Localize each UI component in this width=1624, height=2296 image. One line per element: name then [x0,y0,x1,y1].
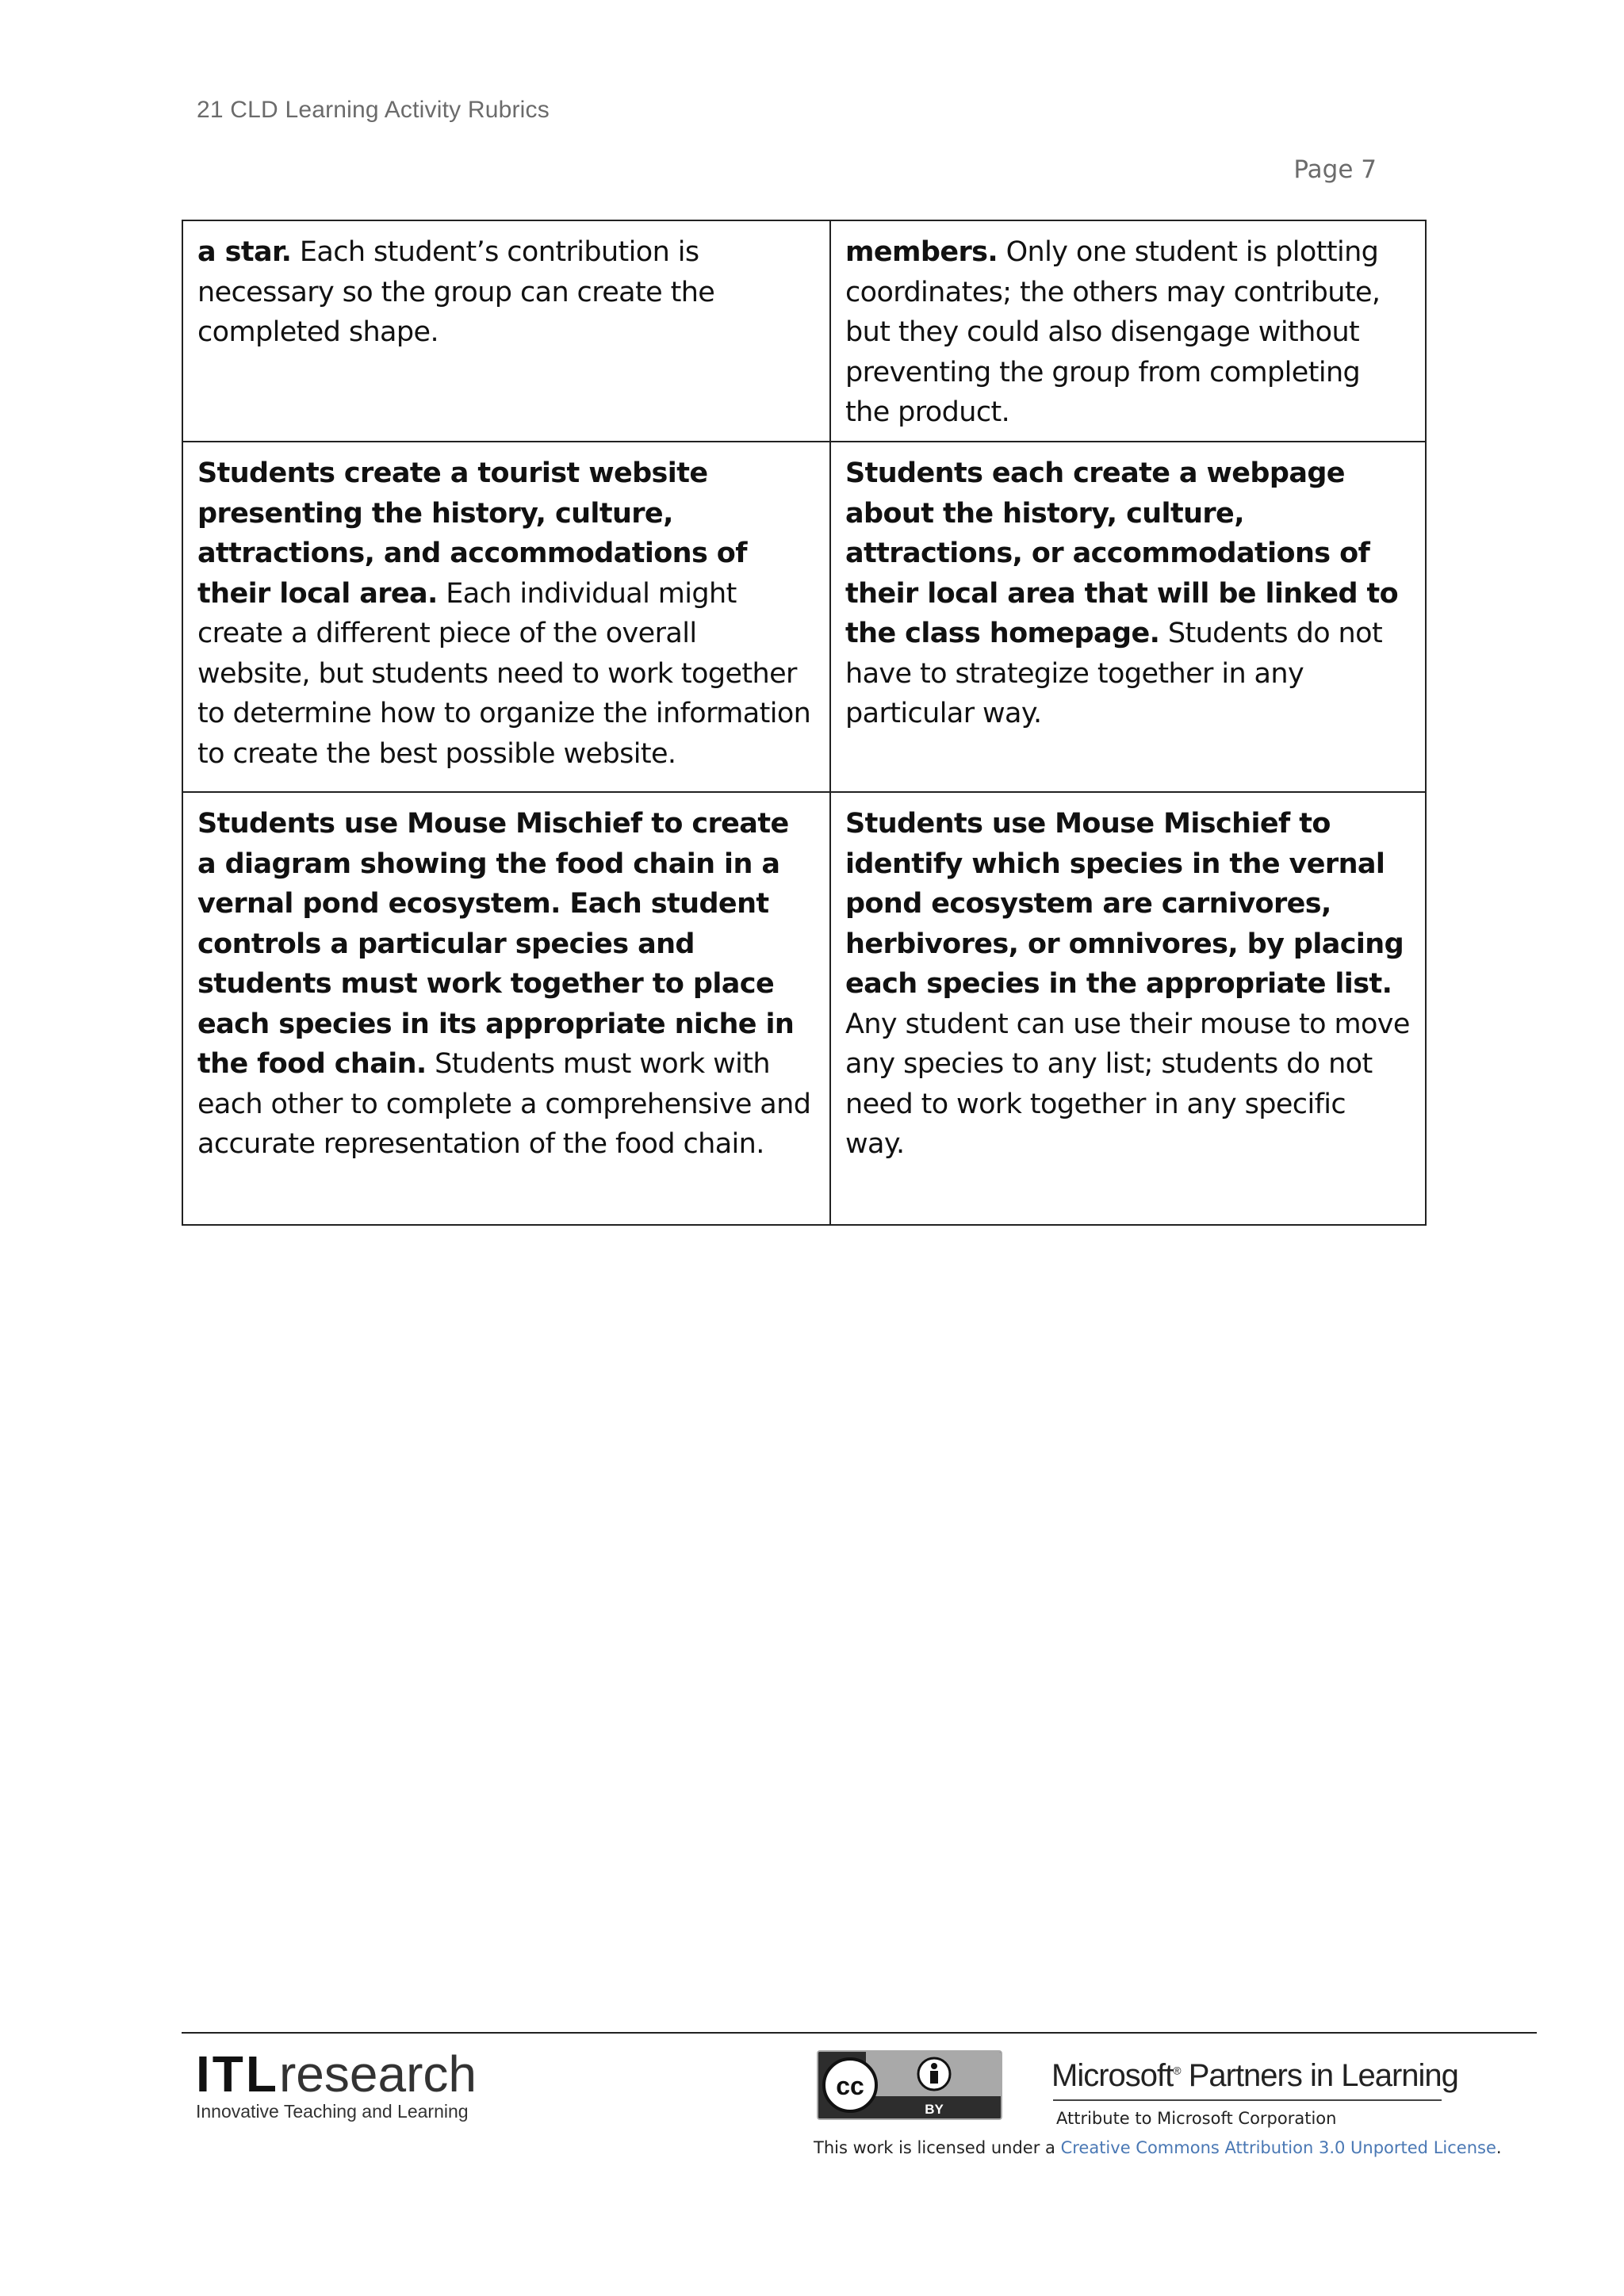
table-row [182,220,1426,442]
cc-symbol: cc [836,2072,864,2100]
footer-divider [182,2032,1537,2034]
cc-badge-graphic [818,2052,1001,2118]
attribution-text: Attribute to Microsoft Corporation [1056,2109,1337,2128]
license-notice [814,2138,1502,2157]
creative-commons-by-icon[interactable] [817,2050,1002,2120]
cell-text: Students do not have to strategize together in any particular way. [845,618,1383,729]
itl-research-logo [196,2045,481,2122]
table-cell [830,220,1426,442]
table-cell [830,792,1426,1225]
itl-wordmark [196,2045,481,2103]
cell-bold-text: Students each create a webpage about the history, culture, attractions, or accommodations of their local area that will be linked to the class homepage. [845,457,1399,649]
page-number: Page 7 [1293,155,1377,184]
ms-logo-text: Microsoft [1051,2058,1174,2093]
license-prefix: This work is licensed under a [814,2138,1061,2157]
by-person-head [931,2063,937,2069]
itl-wordmark-light: research [278,2045,477,2103]
cell-bold-text: Students use Mouse Mischief to create a diagram showing the food chain in a vernal pond ecosystem. Each student controls a particular species and students must work together to place each species in its appropriate niche in the food chain. [197,808,795,1080]
license-suffix: . [1496,2138,1502,2157]
itl-tagline: Innovative Teaching and Learning [196,2101,469,2122]
cell-text: Each individual might create a different piece of the overall website, but students need to work together to determine how to organize the information to create the best possible website. [197,577,811,770]
cell-bold-text: a star. [197,236,292,268]
table-cell [182,442,830,792]
ms-logo-text2: Partners in Learning [1180,2058,1458,2093]
table-row [182,442,1426,792]
table-cell [830,442,1426,792]
ms-logo-underline [1053,2099,1442,2101]
license-link[interactable]: Creative Commons Attribution 3.0 Unported License [1060,2138,1496,2157]
ms-logo-mark: ® [1173,2064,1181,2077]
table-row [182,792,1426,1225]
cell-bold-text: Students use Mouse Mischief to identify which species in the vernal pond ecosystem are carnivores, herbivores, or omnivores, by placing each species in the appropriate list. [845,808,1404,1000]
by-person-body [930,2071,938,2084]
rubric-table [182,220,1427,1226]
cell-bold-text: members. [845,236,998,268]
cell-bold-text: Students create a tourist website presenting the history, culture, attractions, and accommodations of their local area. [197,457,747,610]
microsoft-partners-in-learning-logo [1051,2058,1458,2094]
itl-wordmark-strong: ITL [196,2045,279,2103]
cell-text: Students must work with each other to complete a comprehensive and accurate representation of the food chain. [197,1048,811,1160]
cell-text: Each student’s contribution is necessary so the group can create the completed shape. [197,236,715,348]
document-title: 21 CLD Learning Activity Rubrics [197,97,550,123]
by-label: BY [925,2102,944,2117]
table-cell [182,220,830,442]
cell-text: Only one student is plotting coordinates; the others may contribute, but they could also disengage without preventing the group from completing the product. [845,236,1381,428]
table-cell [182,792,830,1225]
cell-text: Any student can use their mouse to move any species to any list; students do not need to work together in any specific way. [845,1008,1410,1160]
